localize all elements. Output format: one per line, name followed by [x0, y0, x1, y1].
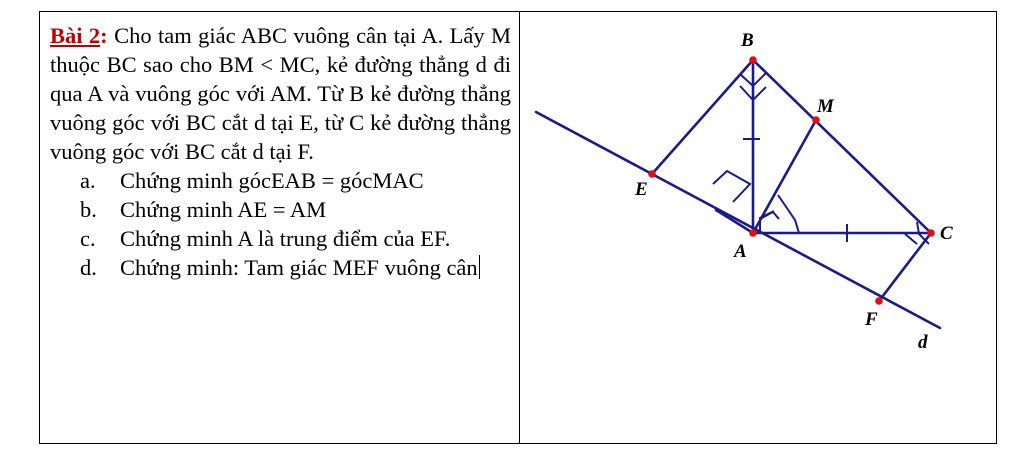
figure-lines [536, 60, 940, 328]
point-B [749, 56, 757, 64]
angle-arc-B-left [740, 86, 753, 100]
task-text: Chứng minh: Tam giác MEF vuông cân [120, 255, 478, 280]
segment-BE [652, 60, 753, 174]
segment-CF [879, 233, 931, 301]
geometry-figure [520, 12, 996, 443]
point-A [749, 229, 757, 237]
label-M: M [817, 96, 834, 117]
point-C [927, 229, 935, 237]
task-item-a [50, 166, 511, 195]
task-text: Chứng minh A là trung điểm của EF. [120, 226, 451, 251]
problem-label-colon: : [100, 23, 108, 48]
label-d: d [918, 332, 928, 353]
label-A: A [734, 241, 747, 262]
point-E [648, 170, 656, 178]
problem-statement [50, 21, 511, 166]
content-table [39, 11, 997, 444]
task-item-b [50, 195, 511, 224]
problem-text-cell [40, 12, 520, 443]
task-marker: d. [80, 255, 97, 280]
task-item-c [50, 224, 511, 253]
line-d [536, 112, 940, 328]
segment-BC [753, 60, 931, 233]
text-cursor [479, 255, 481, 279]
task-list [50, 166, 511, 282]
task-item-d [50, 253, 511, 282]
task-marker: b. [80, 197, 97, 222]
angle-arc-C [905, 234, 917, 244]
segment-AE-mark [716, 210, 753, 233]
task-text: Chứng minh AE = AM [120, 197, 327, 222]
task-marker: c. [80, 226, 96, 251]
label-F: F [865, 309, 878, 330]
angle-arc-B-right [753, 87, 766, 100]
point-F [875, 297, 883, 305]
point-M [812, 116, 820, 124]
angle-arc-A [778, 195, 799, 233]
figure-cell [520, 12, 996, 443]
label-C: C [940, 223, 953, 244]
task-text: Chứng minh gócEAB = gócMAC [120, 168, 424, 193]
task-marker: a. [80, 168, 96, 193]
label-B: B [741, 30, 754, 51]
problem-statement-text: Cho tam giác ABC vuông cân tại A. Lấy M thuộc BC sao cho BM < MC, kẻ đường thẳng d đi qua A và vuông góc với AM. Từ B kẻ đường thẳng vuông góc với BC cắt d tại E, từ C kẻ đường thẳng vuông góc với BC cắt d tại F. [50, 23, 512, 164]
problem-label: Bài 2 [50, 23, 101, 48]
right-angle-E [713, 171, 750, 202]
figure-points [648, 56, 935, 305]
label-E: E [635, 179, 648, 200]
